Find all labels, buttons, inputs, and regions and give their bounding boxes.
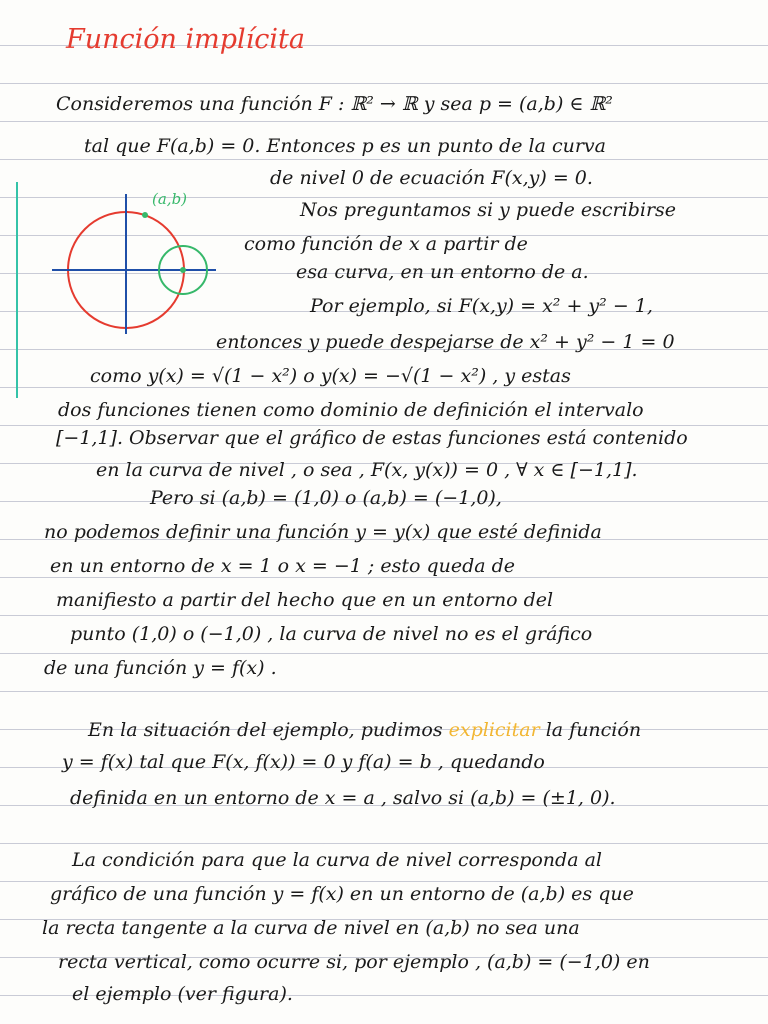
text-line: Nos preguntamos si y puede escribirse <box>300 199 677 221</box>
text-line: y = f(x) tal que F(x, f(x)) = 0 y f(a) = b , quedando <box>62 751 545 773</box>
text-line: entonces y puede despejarse de x² + y² − 1 = 0 <box>216 331 675 353</box>
text-line: [−1,1]. Observar que el gráfico de estas funciones está contenido <box>56 427 688 449</box>
text-line: La condición para que la curva de nivel corresponda al <box>72 849 602 871</box>
text-line: dos funciones tienen como dominio de definición el intervalo <box>58 399 644 421</box>
margin-marker <box>16 182 18 398</box>
text-line: de nivel 0 de ecuación F(x,y) = 0. <box>270 167 593 189</box>
text-line: no podemos definir una función y = y(x) que esté definida <box>44 521 602 543</box>
text-line: manifiesto a partir del hecho que en un entorno del <box>56 589 554 611</box>
level-curve-sketch <box>50 188 222 338</box>
highlighted-word: explicitar <box>448 719 540 741</box>
text-segment: En la situación del ejemplo, pudimos <box>88 719 449 741</box>
text-line: esa curva, en un entorno de a. <box>296 261 589 283</box>
page-title: Función implícita <box>66 24 305 55</box>
text-line: tal que F(a,b) = 0. Entonces p es un punto de la curva <box>84 135 606 157</box>
text-line: definida en un entorno de x = a , salvo si (a,b) = (±1, 0). <box>70 787 616 809</box>
point-a-b <box>142 212 148 218</box>
text-segment: la función <box>539 719 642 741</box>
text-line: de una función y = f(x) . <box>44 657 277 679</box>
text-line: Consideremos una función F : ℝ² → ℝ y sea p = (a,b) ∈ ℝ² <box>56 93 613 115</box>
text-line: en un entorno de x = 1 o x = −1 ; esto queda de <box>50 555 516 577</box>
circle-figure <box>50 188 222 338</box>
text-line: el ejemplo (ver figura). <box>72 983 293 1005</box>
text-line: en la curva de nivel , o sea , F(x, y(x)) = 0 , ∀ x ∈ [−1,1]. <box>96 459 638 481</box>
text-line: como y(x) = √(1 − x²) o y(x) = −√(1 − x²) , y estas <box>90 365 571 387</box>
text-line: gráfico de una función y = f(x) en un entorno de (a,b) es que <box>50 883 634 905</box>
text-line: Pero si (a,b) = (1,0) o (a,b) = (−1,0), <box>150 487 502 509</box>
text-line: la recta tangente a la curva de nivel en (a,b) no sea una <box>42 917 580 939</box>
text-line: Por ejemplo, si F(x,y) = x² + y² − 1, <box>310 295 653 317</box>
text-line: recta vertical, como ocurre si, por ejemplo , (a,b) = (−1,0) en <box>58 951 650 973</box>
text-line: punto (1,0) o (−1,0) , la curva de nivel no es el gráfico <box>70 623 593 645</box>
text-line <box>88 718 641 742</box>
point-label: (a,b) <box>152 190 188 208</box>
point-1-0 <box>180 267 186 273</box>
text-line: como función de x a partir de <box>244 233 528 255</box>
